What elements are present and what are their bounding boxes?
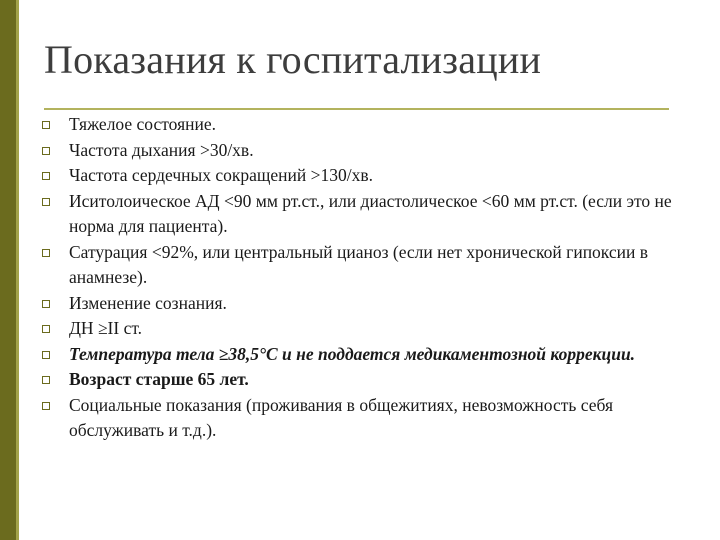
left-accent-bar <box>0 0 16 540</box>
list-item-text: Изменение сознания. <box>69 292 227 313</box>
list-item-text: Тяжелое состояние. <box>69 114 217 134</box>
hollow-square-bullet-icon <box>42 198 50 206</box>
list-item-text: Частота сердечных сокращений >130/хв. <box>69 165 374 185</box>
hollow-square-bullet-icon <box>42 147 50 155</box>
list-item <box>42 112 672 138</box>
hollow-square-bullet-icon <box>42 121 50 129</box>
list-item <box>42 316 672 342</box>
left-accent-stripe <box>16 0 19 540</box>
list-item-text: Частота дыхания >30/хв. <box>69 139 254 160</box>
list-item <box>42 367 672 393</box>
title-divider <box>44 108 669 110</box>
hollow-square-bullet-icon <box>42 300 50 308</box>
list-item <box>42 138 672 164</box>
hollow-square-bullet-icon <box>42 249 50 257</box>
hollow-square-bullet-icon <box>42 402 50 410</box>
list-item <box>42 342 672 368</box>
list-item-text: Возраст старше 65 лет. <box>69 369 249 389</box>
list-item <box>42 291 672 317</box>
list-item-text: Сатурация <92%, или центральный цианоз (если нет хронической гипоксии в анамнезе). <box>69 241 649 287</box>
hollow-square-bullet-icon <box>42 351 50 359</box>
indications-list <box>42 112 672 444</box>
list-item <box>42 163 672 189</box>
slide-title: Показания к госпитализации <box>44 37 542 82</box>
hollow-square-bullet-icon <box>42 325 50 333</box>
list-item-text: ДН ≥II ст. <box>69 318 143 338</box>
hollow-square-bullet-icon <box>42 172 50 180</box>
hollow-square-bullet-icon <box>42 376 50 384</box>
list-item <box>42 189 672 240</box>
list-item <box>42 240 672 291</box>
list-item-text: Иситолоическое АД <90 мм рт.ст., или диастолическое <60 мм рт.ст. (если это не норма для пациента). <box>69 190 672 236</box>
list-item <box>42 393 672 444</box>
list-item-text: Социальные показания (проживания в общежитиях, невозможность себя обслуживать и т.д.). <box>69 394 613 440</box>
list-item-text: Температура тела ≥38,5°С и не поддается медикаментозной коррекции. <box>69 343 636 364</box>
